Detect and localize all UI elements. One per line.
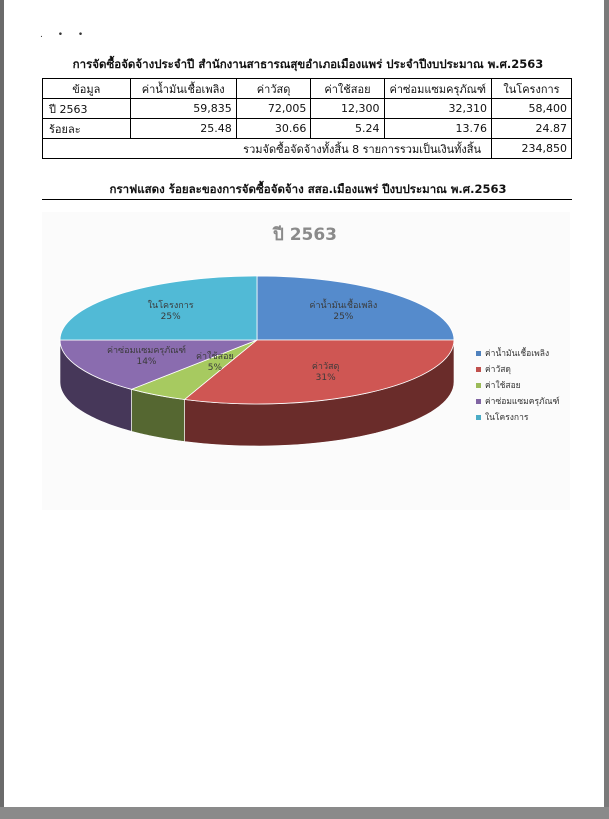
table-cell: 24.87 xyxy=(491,119,571,139)
total-value: 234,850 xyxy=(491,139,571,159)
pie-chart xyxy=(42,212,570,510)
table-cell: 13.76 xyxy=(384,119,491,139)
legend-label: ค่าวัสดุ xyxy=(485,365,511,375)
legend-label: ค่าใช้สอย xyxy=(485,381,521,391)
slice-label: ในโครงการ xyxy=(147,300,194,311)
table-cell: 30.66 xyxy=(236,119,311,139)
table-header-cell: ค่าซ่อมแซมครุภัณฑ์ xyxy=(384,79,491,99)
table-header-cell: ค่าน้ำมันเชื้อเพลิง xyxy=(130,79,236,99)
slice-label: ค่าซ่อมแซมครุภัณฑ์ xyxy=(106,345,186,356)
scan-edge-right xyxy=(604,0,609,819)
table-header-row xyxy=(43,79,572,99)
table-row xyxy=(43,119,572,139)
slice-label: ค่าวัสดุ xyxy=(311,361,340,372)
legend-swatch xyxy=(476,399,481,404)
table-cell: 12,300 xyxy=(311,99,384,119)
scan-edge-bottom xyxy=(0,807,609,819)
slice-percent: 25% xyxy=(160,311,181,322)
legend-swatch xyxy=(476,367,481,372)
table-cell: 25.48 xyxy=(130,119,236,139)
table-cell: 59,835 xyxy=(130,99,236,119)
slice-percent: 31% xyxy=(315,372,336,383)
table-cell: 5.24 xyxy=(311,119,384,139)
legend-swatch xyxy=(476,351,481,356)
row-label: ปี 2563 xyxy=(43,99,131,119)
chart-title: ปี 2563 xyxy=(272,225,338,245)
table-header-cell: ในโครงการ xyxy=(491,79,571,99)
row-label: ร้อยละ xyxy=(43,119,131,139)
chart-heading: กราฟแสดง ร้อยละของการจัดซื้อจัดจ้าง สสอ.เมืองแพร่ ปีงบประมาณ พ.ศ.2563 xyxy=(109,182,507,196)
legend-swatch xyxy=(476,415,481,420)
table-header-cell: ค่าวัสดุ xyxy=(236,79,311,99)
legend-label: ในโครงการ xyxy=(485,413,529,423)
table-cell: 32,310 xyxy=(384,99,491,119)
table-header-cell: ค่าใช้สอย xyxy=(311,79,384,99)
slice-percent: 25% xyxy=(333,311,354,322)
scan-edge-left xyxy=(0,0,4,819)
heading-underline xyxy=(42,199,572,200)
table-header-cell: ข้อมูล xyxy=(43,79,131,99)
table-total-row xyxy=(43,139,572,159)
table-cell: 72,005 xyxy=(236,99,311,119)
legend-label: ค่าซ่อมแซมครุภัณฑ์ xyxy=(485,397,560,407)
slice-percent: 14% xyxy=(136,356,157,367)
total-label: รวมจัดซื้อจัดจ้างทั้งสิ้น 8 รายการรวมเป็นเงินทั้งสิ้น xyxy=(43,139,492,159)
slice-label: ค่าใช้สอย xyxy=(196,352,234,363)
slice-label: ค่าน้ำมันเชื้อเพลิง xyxy=(309,300,378,311)
slice-percent: 5% xyxy=(207,363,223,374)
page-title: การจัดซื้อจัดจ้างประจำปี สำนักงานสาธารณสุขอำเภอเมืองแพร่ ประจำปีงบประมาณ พ.ศ.2563 xyxy=(72,57,544,71)
summary-table xyxy=(42,78,572,159)
table-cell: 58,400 xyxy=(491,99,571,119)
legend-swatch xyxy=(476,383,481,388)
legend-label: ค่าน้ำมันเชื้อเพลิง xyxy=(485,349,550,359)
table-row xyxy=(43,99,572,119)
scan-specks: . • • xyxy=(40,30,90,40)
